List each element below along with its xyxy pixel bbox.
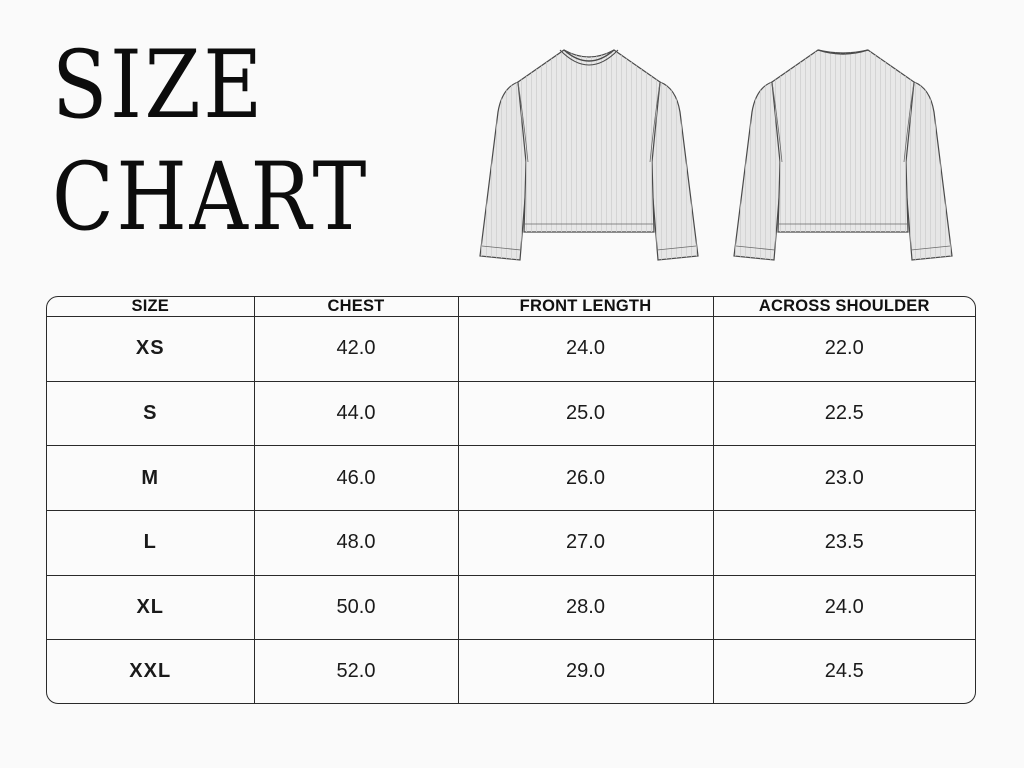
sweater-front-icon: [474, 42, 704, 267]
title-line-chart: CHART: [52, 143, 370, 252]
chest-cell: 48.0: [254, 510, 458, 575]
across-shoulder-cell: 24.5: [713, 640, 975, 703]
across-shoulder-cell: 22.0: [713, 317, 975, 382]
size-table: [46, 296, 976, 704]
front-length-cell: 26.0: [458, 446, 713, 511]
front-length-cell: 27.0: [458, 510, 713, 575]
across-shoulder-cell: 23.0: [713, 446, 975, 511]
front-length-cell: 24.0: [458, 317, 713, 382]
size-cell: L: [47, 510, 254, 575]
across-shoulder-cell: 22.5: [713, 381, 975, 446]
size-cell: XS: [47, 317, 254, 382]
table-row: [47, 446, 975, 511]
front-length-cell: 28.0: [458, 575, 713, 640]
across-shoulder-cell: 23.5: [713, 510, 975, 575]
size-cell: M: [47, 446, 254, 511]
table-row: [47, 381, 975, 446]
chest-cell: 50.0: [254, 575, 458, 640]
chest-cell: 44.0: [254, 381, 458, 446]
header-across-shoulder: ACROSS SHOULDER: [713, 297, 975, 317]
size-cell: XL: [47, 575, 254, 640]
table-row: [47, 317, 975, 382]
table-row: [47, 510, 975, 575]
chest-cell: 42.0: [254, 317, 458, 382]
table-row: [47, 575, 975, 640]
table-row: [47, 640, 975, 703]
chest-cell: 52.0: [254, 640, 458, 703]
title-line-size: SIZE: [52, 31, 265, 140]
page-title: [52, 30, 369, 254]
sweater-back-icon: [728, 42, 958, 267]
front-length-cell: 29.0: [458, 640, 713, 703]
chest-cell: 46.0: [254, 446, 458, 511]
across-shoulder-cell: 24.0: [713, 575, 975, 640]
header-chest: CHEST: [254, 297, 458, 317]
header-size: SIZE: [47, 297, 254, 317]
table-header-row: [47, 297, 975, 317]
size-cell: XXL: [47, 640, 254, 703]
size-cell: S: [47, 381, 254, 446]
front-length-cell: 25.0: [458, 381, 713, 446]
header-front-length: FRONT LENGTH: [458, 297, 713, 317]
